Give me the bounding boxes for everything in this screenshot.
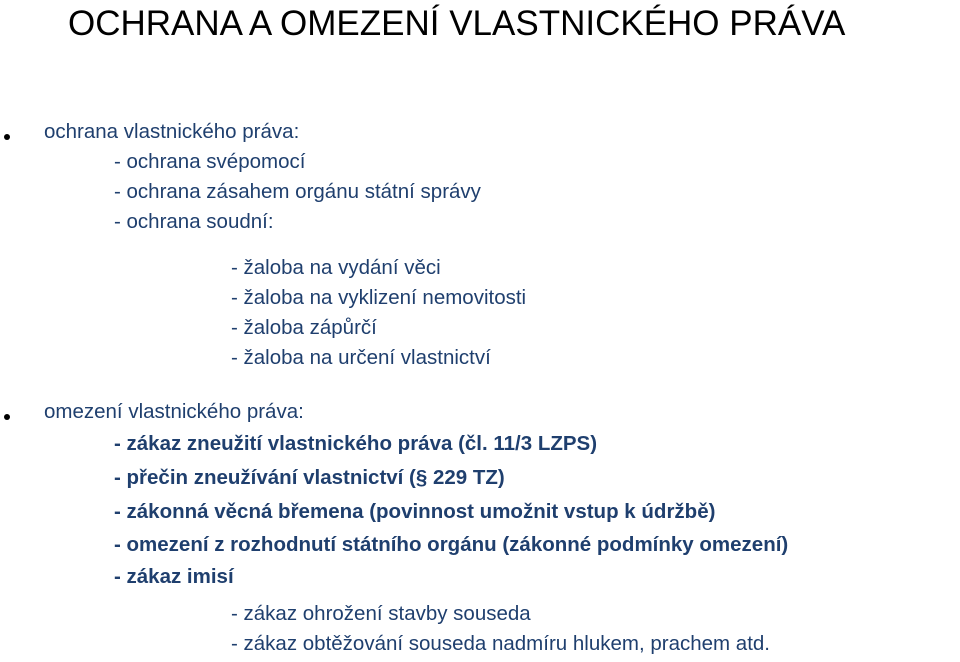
bullet-dot [4,414,10,420]
sub-list-item: - zákaz ohrožení stavby souseda [231,602,531,625]
list-item: - omezení z rozhodnutí státního orgánu (zákonné podmínky omezení) [114,533,789,556]
list-item: - zákaz zneužití vlastnického práva (čl. 11/3 LZPS) [114,432,598,455]
sub-list-item: - zákaz obtěžování souseda nadmíru hlukem, prachem atd. [231,632,770,655]
sub-list-item: - žaloba na vyklizení nemovitosti [231,286,527,309]
bullet-dot [4,134,10,140]
list-item: - ochrana svépomocí [114,150,306,173]
sub-list-item: - žaloba na vydání věci [231,256,441,279]
section-heading-ochrana: ochrana vlastnického práva: [44,120,300,143]
page-title: OCHRANA A OMEZENÍ VLASTNICKÉHO PRÁVA [68,4,846,43]
sub-list-item: - žaloba zápůrčí [231,316,377,339]
list-item: - ochrana zásahem orgánu státní správy [114,180,481,203]
list-item: - ochrana soudní: [114,210,274,233]
sub-list-item: - žaloba na určení vlastnictví [231,346,491,369]
list-item: - zákaz imisí [114,565,234,588]
list-item: - zákonná věcná břemena (povinnost umožnit vstup k údržbě) [114,500,716,523]
list-item: - přečin zneužívání vlastnictví (§ 229 TZ) [114,466,505,489]
section-heading-omezeni: omezení vlastnického práva: [44,400,304,423]
